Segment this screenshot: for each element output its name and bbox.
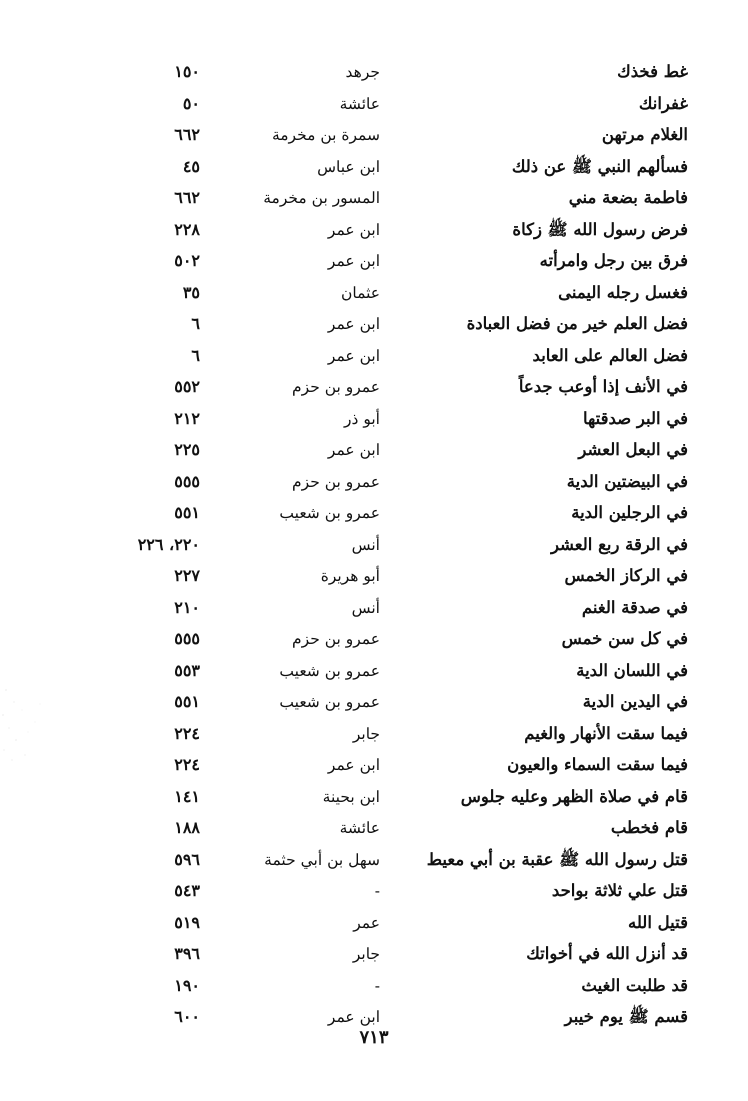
hadith-number: ٣٥ (182, 282, 200, 302)
index-row (0, 468, 748, 500)
index-row (0, 909, 748, 941)
hadith-text: فغسل رجله اليمنى (558, 282, 688, 302)
index-row (0, 751, 748, 783)
hadith-number: ١٤١ (174, 786, 200, 806)
index-row (0, 846, 748, 878)
hadith-text: قسم ﷺ يوم خيبر (564, 1007, 688, 1026)
hadith-number: ١٨٨ (174, 818, 200, 837)
narrator-name: ابن عمر (327, 315, 380, 333)
narrator-name: ابن بحينة (322, 787, 380, 806)
hadith-text: في كل سن خمس (561, 629, 688, 648)
hadith-text: الغلام مرتهن (601, 125, 688, 144)
hadith-text: في اليدين الدية (582, 692, 688, 711)
hadith-number: ٥٥١ (174, 503, 200, 522)
hadith-number: ٥٠٢ (174, 251, 200, 270)
hadith-text: في صدقة الغنم (581, 597, 688, 617)
hadith-number: ١٥٠ (174, 62, 200, 81)
hadith-text: في البعل العشر (578, 440, 688, 459)
hadith-number: ٥٥٣ (174, 660, 200, 680)
hadith-number: ٢١٢ (174, 408, 200, 428)
hadith-text: قد أنزل الله في أخواتك (526, 944, 688, 963)
hadith-text: قتل رسول الله ﷺ عقبة بن أبي معيط (426, 849, 688, 869)
hadith-text: في البر صدقتها (583, 408, 688, 428)
index-row (0, 625, 748, 657)
hadith-number: ٥٤٣ (174, 881, 200, 900)
narrator-name: عمرو بن حزم (292, 378, 380, 396)
narrator-name: ابن عمر (327, 756, 380, 774)
hadith-number: ٣٩٦ (174, 944, 200, 963)
hadith-text: في البيضتين الدية (566, 471, 688, 491)
index-row (0, 373, 748, 405)
index-row (0, 814, 748, 846)
index-row (0, 940, 748, 972)
hadith-number: ٥١٩ (174, 912, 200, 932)
hadith-number: ٦٠٠ (174, 1007, 200, 1026)
hadith-number: ٥٥٥ (174, 629, 200, 648)
hadith-number: ٥٥١ (174, 692, 200, 711)
index-row (0, 310, 748, 342)
hadith-text: في اللسان الدية (576, 660, 688, 680)
hadith-text: فاطمة بضعة مني (568, 188, 688, 207)
narrator-name: أبو هريرة (320, 567, 380, 585)
hadith-text: في الرجلين الدية (571, 503, 688, 522)
hadith-number: ٢٢٤ (174, 723, 200, 743)
hadith-number: ٢٢٠، ٢٢٦ (137, 534, 200, 554)
hadith-text: قد طلبت الغيث (581, 975, 688, 995)
narrator-name: جابر (352, 945, 380, 963)
narrator-name: عائشة (339, 94, 380, 113)
narrator-name: ابن عمر (327, 346, 380, 365)
narrator-name: أنس (351, 598, 380, 617)
hadith-text: في الأنف إذا أوعب جدعاً (518, 377, 688, 396)
narrator-name: عمرو بن شعيب (279, 693, 380, 711)
narrator-name: - (374, 882, 380, 900)
hadith-text: فيما سقت الأنهار والغيم (524, 723, 688, 743)
narrator-name: عمرو بن حزم (292, 472, 380, 491)
narrator-name: عمرو بن حزم (292, 630, 380, 648)
hadith-text: فضل العالم على العابد (532, 345, 688, 365)
narrator-name: عثمان (341, 283, 380, 302)
index-row (0, 405, 748, 437)
hadith-number: ٦ (191, 314, 200, 333)
narrator-name: ابن عمر (327, 252, 380, 270)
index-row (0, 216, 748, 248)
page-number: ٧١٣ (359, 1027, 389, 1048)
index-row (0, 279, 748, 311)
narrator-name: عمرو بن شعيب (279, 504, 380, 522)
hadith-number: ٦٦٢ (174, 188, 200, 207)
narrator-name: ابن عباس (317, 157, 380, 176)
scan-noise (0, 680, 70, 770)
hadith-text: في الركاز الخمس (564, 566, 688, 585)
index-row (0, 877, 748, 909)
narrator-name: سمرة بن مخرمة (271, 126, 380, 144)
narrator-name: جرهد (345, 63, 380, 81)
hadith-index-list (0, 58, 748, 1035)
hadith-text: غط فخذك (617, 62, 688, 81)
index-row (0, 436, 748, 468)
hadith-number: ٢١٠ (174, 597, 200, 617)
hadith-text: فرق بين رجل وامرأته (539, 251, 688, 270)
narrator-name: المسور بن مخرمة (263, 189, 380, 207)
hadith-text: قام فخطب (610, 818, 688, 837)
index-row (0, 657, 748, 689)
index-row (0, 531, 748, 563)
narrator-name: أنس (351, 535, 380, 554)
hadith-number: ٢٢٧ (174, 566, 200, 585)
narrator-name: ابن عمر (327, 441, 380, 459)
hadith-number: ٢٢٤ (174, 755, 200, 774)
hadith-number: ٢٢٨ (174, 219, 200, 239)
index-row (0, 499, 748, 531)
hadith-number: ٤٥ (182, 156, 200, 176)
index-row (0, 783, 748, 815)
hadith-text: فرض رسول الله ﷺ زكاة (512, 219, 688, 239)
index-row (0, 972, 748, 1004)
index-row (0, 594, 748, 626)
hadith-text: قام في صلاة الظهر وعليه جلوس (460, 786, 688, 806)
hadith-text: قتل علي ثلاثة بواحد (551, 881, 688, 900)
hadith-text: فسألهم النبي ﷺ عن ذلك (511, 156, 688, 176)
narrator-name: ابن عمر (327, 1008, 380, 1026)
narrator-name: عمرو بن شعيب (279, 661, 380, 680)
narrator-name: عمر (353, 913, 380, 932)
index-row (0, 562, 748, 594)
index-row (0, 720, 748, 752)
hadith-text: فضل العلم خير من فضل العبادة (466, 314, 688, 333)
index-row (0, 90, 748, 122)
hadith-number: ٥٠ (182, 93, 200, 113)
hadith-number: ١٩٠ (174, 975, 200, 995)
hadith-number: ٢٢٥ (174, 440, 200, 459)
hadith-number: ٦ (191, 345, 200, 365)
index-row (0, 184, 748, 216)
narrator-name: جابر (352, 724, 380, 743)
index-row (0, 121, 748, 153)
narrator-name: ابن عمر (327, 220, 380, 239)
narrator-name: أبو ذر (344, 409, 380, 428)
hadith-number: ٥٥٥ (174, 471, 200, 491)
narrator-name: - (374, 976, 380, 995)
hadith-number: ٥٩٦ (174, 849, 200, 869)
index-row (0, 247, 748, 279)
narrator-name: عائشة (339, 819, 380, 837)
hadith-text: فيما سقت السماء والعيون (507, 755, 688, 774)
index-row (0, 153, 748, 185)
narrator-name: سهل بن أبي حثمة (264, 850, 380, 869)
index-row (0, 58, 748, 90)
hadith-number: ٦٦٢ (174, 125, 200, 144)
hadith-text: قتيل الله (627, 912, 688, 932)
hadith-text: في الرقة ربع العشر (550, 534, 688, 554)
index-row (0, 342, 748, 374)
index-row (0, 688, 748, 720)
hadith-number: ٥٥٢ (174, 377, 200, 396)
hadith-text: غفرانك (638, 93, 688, 113)
